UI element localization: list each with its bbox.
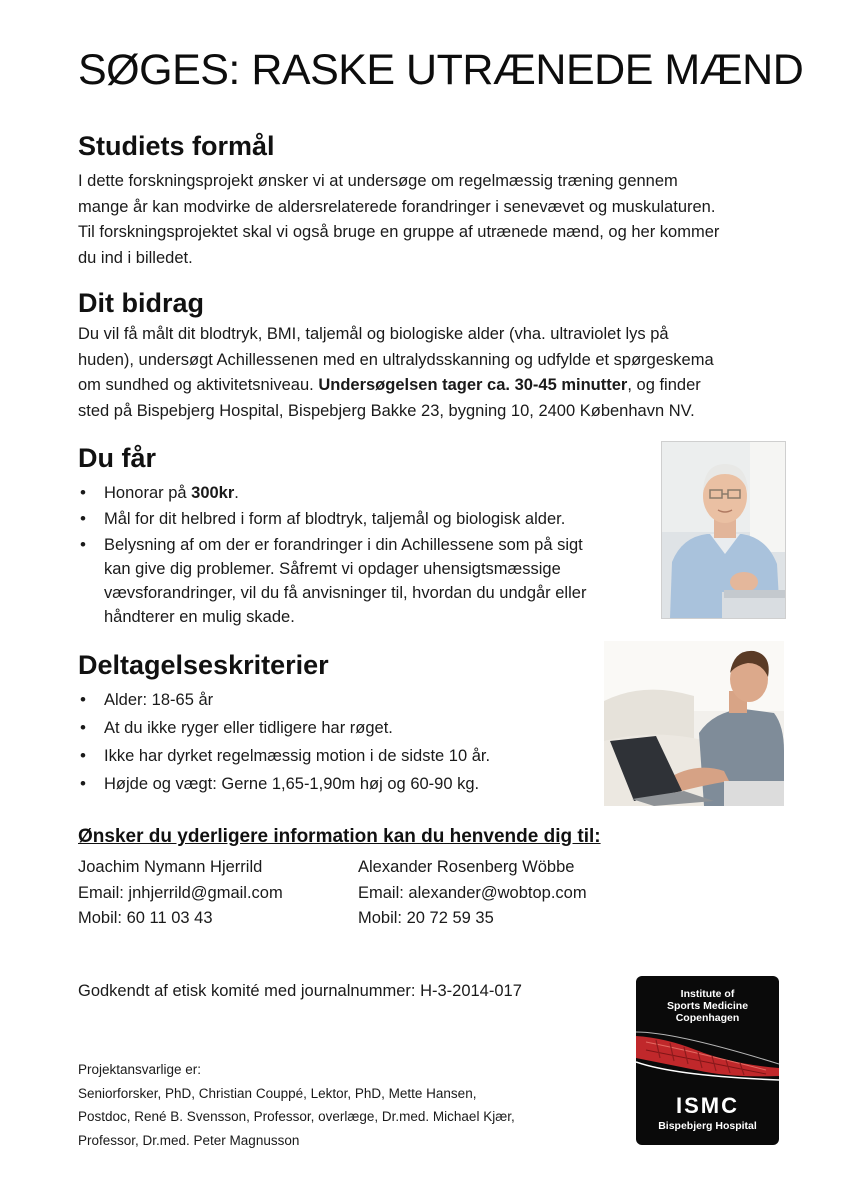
young-man-illustration xyxy=(604,641,784,806)
responsible-line: Seniorforsker, PhD, Christian Couppé, Lektor, PhD, Mette Hansen, xyxy=(78,1085,477,1101)
benefit-text: Honorar på xyxy=(104,484,192,502)
muscle-icon xyxy=(636,1028,779,1093)
ismc-logo xyxy=(636,976,779,1145)
criteria-list xyxy=(78,687,598,799)
logo-institute-name xyxy=(636,988,779,1024)
benefit-line: kan give dig problemer. Såfremt vi opdager uhensigtsmæssige xyxy=(104,560,561,578)
criteria-heading: Deltagelseskriterier xyxy=(78,650,329,680)
purpose-line: I dette forskningsprojekt ønsker vi at undersøge om regelmæssig træning gennem xyxy=(78,172,678,190)
benefits-heading: Du får xyxy=(78,443,157,473)
purpose-line: Til forskningsprojektet skal vi også bruge en gruppe af utrænede mænd, og her kommer xyxy=(78,223,720,241)
contact-heading: Ønsker du yderligere information kan du henvende dig til: xyxy=(78,826,601,847)
responsible-label: Projektansvarlige er: xyxy=(78,1062,202,1077)
logo-line: Institute of xyxy=(680,988,735,1000)
list-item xyxy=(78,533,638,629)
contribution-paragraph xyxy=(78,322,714,424)
list-item: • Alder: 18-65 år xyxy=(78,687,598,713)
contact-name: Joachim Nymann Hjerrild xyxy=(78,858,263,876)
benefit-line: vævsforandringer, vil du få anvisninger til, hvordan du undgår eller xyxy=(104,584,587,602)
logo-line: Sports Medicine xyxy=(666,1000,749,1012)
contact-mobile: Mobil: 20 72 59 35 xyxy=(358,909,494,927)
duration-highlight: Undersøgelsen tager ca. 30-45 minutter xyxy=(318,376,628,394)
contact-mobile: Mobil: 60 11 03 43 xyxy=(78,909,213,927)
responsible-line: Postdoc, René B. Svensson, Professor, overlæge, Dr.med. Michael Kjær, xyxy=(78,1109,515,1124)
ethics-approval: Godkendt af etisk komité med journalnummer: H-3-2014-017 xyxy=(78,982,522,1000)
contact-name: Alexander Rosenberg Wöbbe xyxy=(358,858,575,876)
logo-line: Copenhagen xyxy=(675,1012,740,1024)
contact-email[interactable]: Email: jnhjerrild@gmail.com xyxy=(78,883,283,902)
project-responsible xyxy=(78,1058,515,1152)
older-man-illustration xyxy=(662,442,785,618)
contribution-line: Du vil få målt dit blodtryk, BMI, taljemål og biologiske alder (vha. ultraviolet lys på xyxy=(78,325,669,343)
contribution-line: huden), undersøgt Achillessenen med en ultralydsskanning og udfylde et spørgeskema xyxy=(78,350,714,369)
responsible-line: Professor, Dr.med. Peter Magnusson xyxy=(78,1132,300,1148)
benefit-line: • Belysning af om der er forandringer i din Achillessene som på sigt xyxy=(104,536,583,554)
purpose-heading: Studiets formål xyxy=(78,131,275,161)
page-title: SØGES: RASKE UTRÆNEDE MÆND xyxy=(78,46,804,94)
list-item: • Mål for dit helbred i form af blodtryk, taljemål og biologisk alder. xyxy=(78,507,638,531)
purpose-paragraph xyxy=(78,169,719,271)
list-item: • Ikke har dyrket regelmæssig motion i de sidste 10 år. xyxy=(78,743,598,769)
contribution-text: om sundhed og aktivitetsniveau. xyxy=(78,376,319,394)
contribution-line: sted på Bispebjerg Hospital, Bispebjerg Bakke 23, bygning 10, 2400 København NV. xyxy=(78,401,695,420)
benefit-line: håndterer en mulig skade. xyxy=(104,608,295,626)
benefit-text: . xyxy=(234,484,239,502)
contribution-heading: Dit bidrag xyxy=(78,288,204,318)
older-man-photo xyxy=(661,441,786,619)
young-man-photo xyxy=(604,641,784,806)
logo-hospital: Bispebjerg Hospital xyxy=(658,1120,757,1132)
contact-person-1 xyxy=(78,855,283,932)
benefits-list xyxy=(78,481,638,631)
purpose-line: du ind i billedet. xyxy=(78,248,193,267)
contact-email[interactable]: Email: alexander@wobtop.com xyxy=(358,883,587,902)
list-item xyxy=(78,481,638,505)
logo-acronym: ISMC xyxy=(676,1093,739,1118)
contribution-line xyxy=(78,373,714,399)
contribution-text: , og finder xyxy=(627,376,701,394)
list-item: • At du ikke ryger eller tidligere har røget. xyxy=(78,715,598,741)
fee-amount: 300kr xyxy=(191,484,235,502)
purpose-line: mange år kan modvirke de aldersrelaterede forandringer i senevævet og muskulaturen. xyxy=(78,197,716,216)
contact-person-2 xyxy=(358,855,587,932)
list-item: • Højde og vægt: Gerne 1,65-1,90m høj og 60-90 kg. xyxy=(78,771,598,797)
